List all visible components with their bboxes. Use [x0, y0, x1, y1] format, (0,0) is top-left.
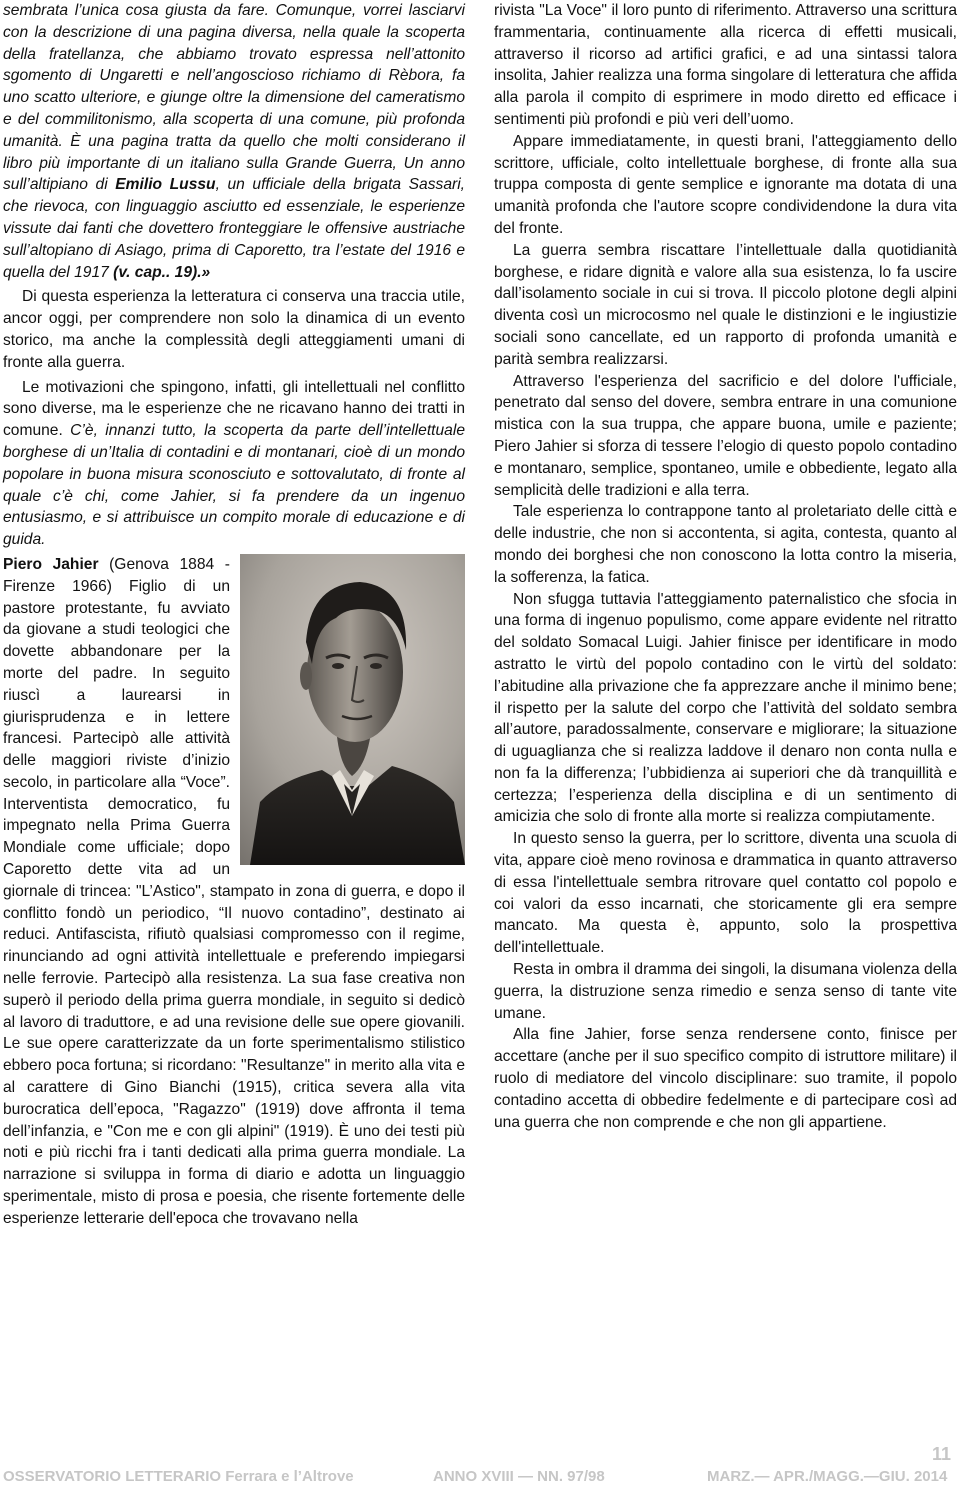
author-name-lussu: Emilio Lussu [115, 176, 216, 194]
footer-journal-title: OSSERVATORIO LETTERARIO Ferrara e l’Altrove [3, 1468, 354, 1485]
paragraph-shadow: Resta in ombra il dramma dei singoli, la disumana violenza della guerra, la distruzione senza rimedio e senza senso di tante vite umane. [494, 961, 957, 1022]
paragraph-motivations [3, 377, 465, 551]
paragraph-literature: Di questa esperienza la letteratura ci conserva una traccia utile, ancor oggi, per comprendere non solo la dinamica di un evento storico, ma anche la complessità degli atteggiamenti umani di fronte alla guerra. [3, 288, 465, 371]
intro-text: sembrata l’unica cosa giusta da fare. Comunque, vorrei lasciarvi con la descrizione di una pagina diversa, nella quale la scoperta della fratellanza, che abbiamo trovato espressa nell’attonito sgomento di Ungaretti e nell’angoscioso richiamo di Rèbora, fa uno scatto ulteriore, e giunge oltre la dimensione del cameratismo e del commilitonismo, alla scoperta di una comune, più profonda umanità. [3, 2, 465, 150]
footer-date: MARZ.— APR./MAGG.—GIU. 2014 [707, 1468, 948, 1485]
paragraph-paternalism: Non sfugga tuttavia l'atteggiamento paternalistico che sfocia in una forma di ingenuo populismo, come appare evidente nel ritratto del soldato Somacal Luigi. Jahier finisce per identificare in modo astratto le virtù del popolo contadino con le virtù del soldato: l’abitudine alla privazione che fa apprezzare anche il minimo bene; il rispetto per la salute del corpo che l’attività del soldato sembra all’autore, paradossalmente, conservare e migliorare; la situazione di uguaglianza che si realizza laddove il denaro non conta nulla e non fa la differenza; l’ubbidienza ai superiori che dà tranquillità e certezza; l’esperienza della disciplina e di un sentimento di amicizia che solo di fronte alla morte si realizza compiutamente. [494, 590, 957, 826]
paragraph-intro [3, 0, 465, 283]
left-column [3, 0, 465, 1230]
footer-issue: ANNO XVIII — NN. 97/98 [433, 1468, 605, 1485]
intro-closing: , un ufficiale della brigata Sassari, che rievoca, con linguaggio asciutto ed essenziale, le esperienze vissute dai fanti che dovettero fronteggiare le offensive austriache sull’altopiano di Asiago, prima di Caporetto, tra l’estate del 1916 e quella del 1917 [3, 176, 465, 281]
paragraph-attitude: Appare immediatamente, in questi brani, l'atteggiamento dello scrittore, ufficiale, colto intellettuale borghese, di fronte alla sua truppa composta di gente semplice e ignorante ma dotata di una umanità profonda che l'autore scopre condividendone la dura vita del fronte. [494, 132, 957, 237]
paragraph-proletariat: Tale esperienza lo contrappone tanto al proletariato delle città e delle industrie, che non si accontenta, si agita, contesta, quanto al mondo dei borghesi che non conoscono la lotta contro la miseria, la sofferenza, la fatica. [494, 503, 957, 586]
biography-details: (Genova 1884 - Firenze 1966) Figlio di un pastore protestante, fu avviato da giovane a studi teologici che dovette abbandonare per la morte del padre. In seguito riuscì a laurearsi in giurisprudenza e in lettere francesi. Partecipò alle attività delle maggiori riviste d’inizio secolo, in particolare alla “Voce”. Interventista democratico, fu impegnato nella Prima Guerra Mondiale come ufficiale; dopo Caporetto dette vita ad un giornale di trincea: "L’Astico", stampato in zona di guerra, e dopo il conflitto fondò un periodico, “Il nuovo contadino”, destinato ai reduci. Antifascista, rifiutò qualsiasi compromesso con il regime, rinunciando ad ogni attività intellettuale e preferendo impiegarsi nelle ferrovie. Partecipò alla resistenza. La sua fase creativa non superò il periodo della prima guerra mondiale, in seguito si dedicò al lavoro di traduttore, e ad una revisione delle sue opere giovanili. Le sue opere caratterizzate da un forte sperimentalismo stilistico ebbero poca fortuna; si ricordano: "Resultanze" in merito alla vita e al carattere di Gino Bianchi (1915), critica severa alla vita burocratica dell’epoca, "Ragazzo" (1919) dove affronta il tema dell’infanzia, e "Con me e con gli alpini" (1919). [3, 555, 465, 1140]
footer [0, 1468, 960, 1488]
motivations-italic: C’è, innanzi tutto, la scoperta da parte dell’intellettuale borghese di un’Italia di contadini e di montanari, cioè di un mondo popolare in buona misura sconosciuto e sottovalutato, di fronte al quale c’è chi, come Jahier, si fa prendere da un ingenuo entusiasmo, e si attribuisce un compito morale di educazione e di guida. [3, 422, 465, 549]
right-column [494, 0, 957, 1133]
biography-box [3, 554, 465, 1230]
chapter-reference: (v. cap.. 19).» [113, 263, 211, 281]
paragraph-school-of-life: In questo senso la guerra, per lo scrittore, diventa una scuola di vita, appare cioè meno rovinosa e drammatica in quanto attraverso di essa l'intellettuale sembra ritrovare quel contatto col popolo e coi valori da esso incarnati, che storicamente gli era sempre mancato. Ma questa è, appunto, solo la prospettiva dell'intellettuale. [494, 830, 957, 957]
page-number: 11 [932, 1444, 952, 1464]
biography-name: Piero Jahier [3, 555, 99, 573]
paragraph-redemption: La guerra sembra riscattare l’intellettuale dalla quotidianità borghese, e ridare dignità e valore alla sua esistenza, lo fa uscire dall’isolamento sociale in cui si trova. Il piccolo plotone degli alpini diventa così un microcosmo nel quale le distinzioni e le ingiustizie sociali sono cancellate, ed un rapporto di profonda umanità e parità sembra realizzarsi. [494, 241, 957, 368]
paragraph-sacrifice: Attraverso l'esperienza del sacrificio e del dolore l'ufficiale, penetrato dal senso del dovere, sembra entrare in una comunione mistica con la sua truppa, che appare buona, umile e paziente; Piero Jahier si sforza di tessere l’elogio di questo popolo contadino e montanaro, semplice, spontaneo, umile e obbediente, legato alla semplicità delle tradizioni e alla terra. [494, 372, 957, 499]
motivations-text: Le motivazioni che spingono, infatti, gli intellettuali nel conflitto sono diverse, ma le esperienze che ne ricavano hanno dei tratti in comune. [3, 378, 465, 440]
intro-continued: È una pagina tratta da quello che molti considerano il libro più importante di un italiano sulla Grande Guerra, Un anno sull’altipiano di [3, 132, 465, 194]
paragraph-voce: rivista "La Voce" il loro punto di riferimento. Attraverso una scrittura frammentaria, continuamente alla ricerca di effetti musicali, attraverso il ricorso ad artifici grafici, e ad una sintassi talora insolita, Jahier realizza una forma singolare di letteratura che affida alla parola il compito di esprimere in modo diretto ed efficace i sentimenti più profondi e più veri dell’uomo. [494, 2, 957, 128]
author-portrait [240, 554, 465, 865]
paragraph-conclusion: Alla fine Jahier, forse senza rendersene conto, finisce per accettare (anche per il suo specifico compito di istruttore militare) il ruolo di mediatore del vincolo disciplinare: suo tramite, il popolo contadino accetta di obbedire fedelmente e di partecipare così ad una guerra che non comprende e che non gli appartiene. [494, 1026, 957, 1131]
biography-work-description: È uno dei testi più noti e più ricchi fra i tanti dedicati alla prima guerra mondiale. La narrazione si sviluppa in forma di diario e adotta un linguaggio sperimentale, misto di prosa e poesia, che risente fortemente delle esperienze letterarie dell'epoca che trovavano nella [3, 1122, 465, 1227]
